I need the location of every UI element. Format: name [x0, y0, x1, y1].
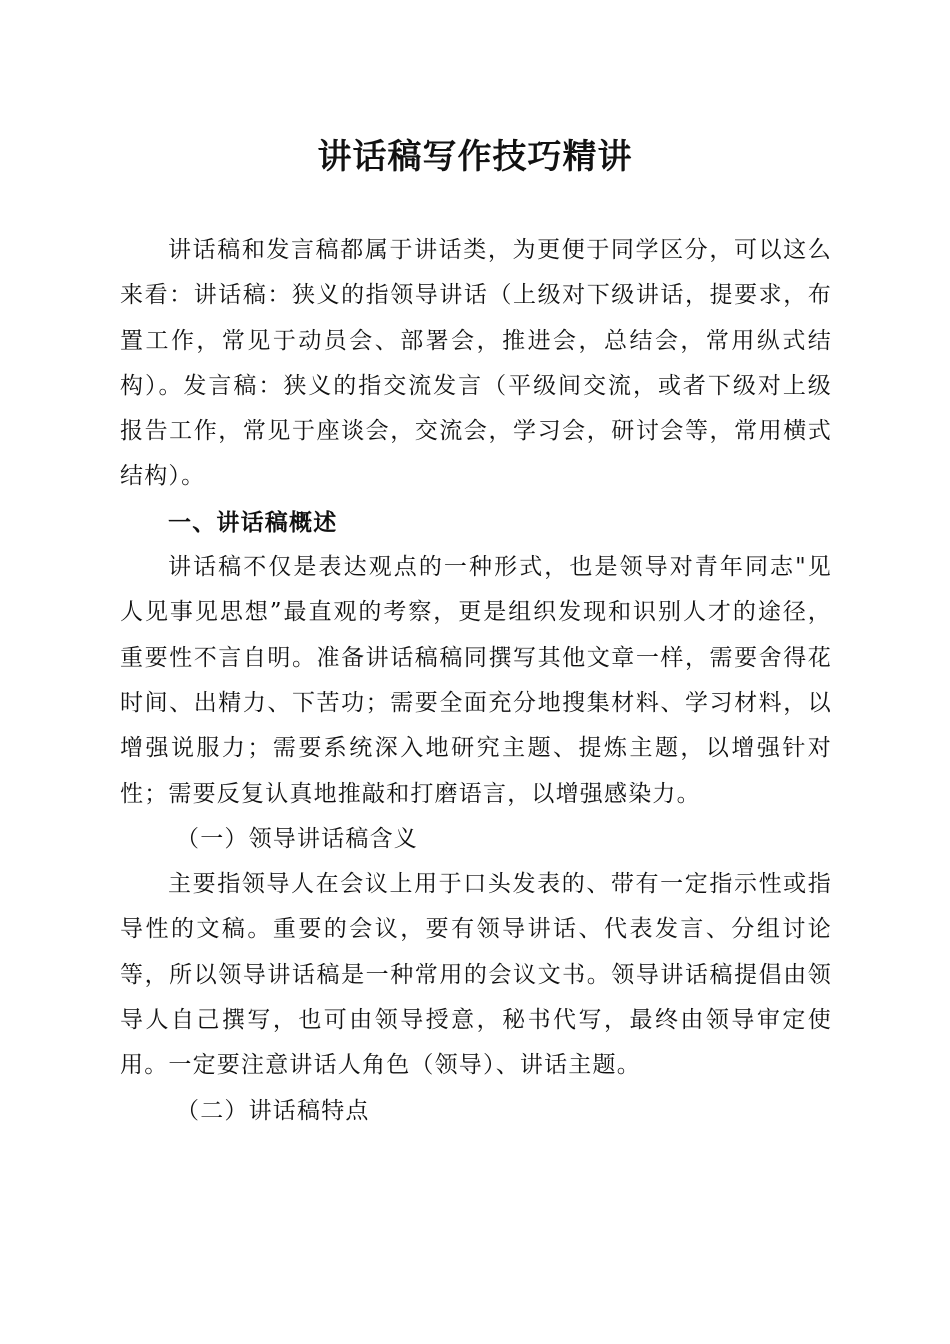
- document-title: 讲话稿写作技巧精讲: [317, 137, 633, 177]
- document-body: [120, 228, 832, 1134]
- section-heading-overview: 一、讲话稿概述: [168, 508, 338, 536]
- subsection-heading-meaning: （一）领导讲话稿含义: [176, 825, 418, 852]
- overview-paragraph: 讲话稿不仅是表达观点的一种形式，也是领导对青年同志"见人见事见思想”最直观的考察，更是组织发现和识别人才的途径，重要性不言自明。准备讲话稿稿同撰写其他文章一样，需要舍得花时间、出精力、下苦功；需要全面充分地搜集材料、学习材料，以增强说服力；需要系统深入地研究主题、提炼主题，以增强针对性；需要反复认真地推敲和打磨语言，以增强感染力。: [120, 554, 832, 807]
- meaning-paragraph: 主要指领导人在会议上用于口头发表的、带有一定指示性或指导性的文稿。重要的会议，要有领导讲话、代表发言、分组讨论等，所以领导讲话稿是一种常用的会议文书。领导讲话稿提倡由领导人自己撰写，也可由领导授意，秘书代写，最终由领导审定使用。一定要注意讲话人角色（领导）、讲话主题。: [120, 871, 832, 1079]
- intro-paragraph: 讲话稿和发言稿都属于讲话类，为更便于同学区分，可以这么来看：讲话稿：狭义的指领导讲话（上级对下级讲话，提要求，布置工作，常见于动员会、部署会，推进会，总结会，常用纵式结构）。发言稿：狭义的指交流发言（平级间交流，或者下级对上级报告工作，常见于座谈会，交流会，学习会，研讨会等，常用横式结构）。: [120, 237, 832, 490]
- subsection-heading-features: （二）讲话稿特点: [176, 1097, 370, 1124]
